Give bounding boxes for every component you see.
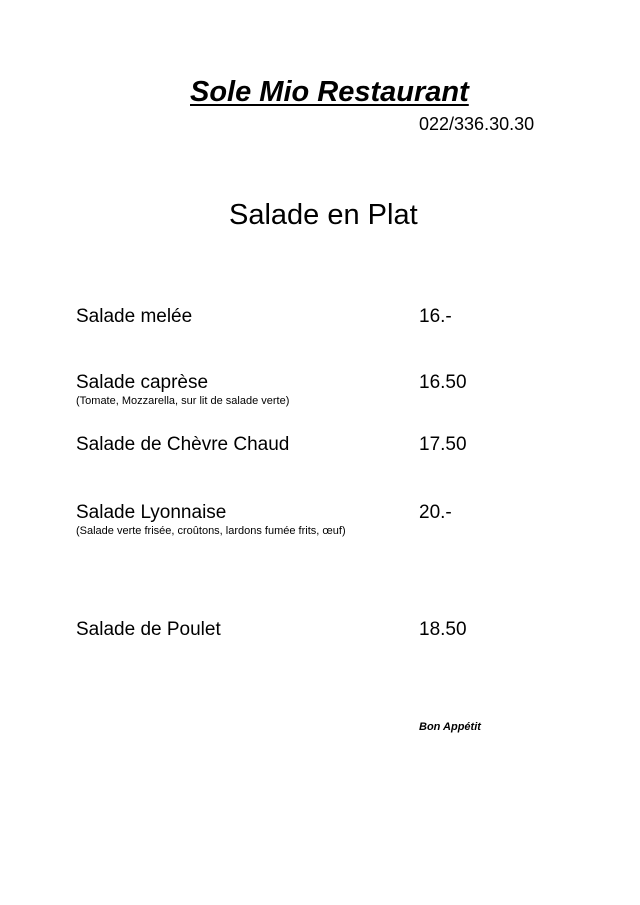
menu-item-price: 18.50 — [419, 619, 467, 640]
section-title: Salade en Plat — [229, 199, 418, 231]
restaurant-name: Sole Mio Restaurant — [190, 76, 469, 108]
menu-item-price: 17.50 — [419, 434, 467, 455]
menu-item-description: (Tomate, Mozzarella, sur lit de salade verte) — [76, 395, 290, 407]
menu-item-price: 16.50 — [419, 372, 467, 393]
menu-item-price: 16.- — [419, 306, 452, 327]
menu-item-name: Salade de Poulet — [76, 619, 221, 640]
closing-note: Bon Appétit — [419, 721, 481, 733]
menu-item-price: 20.- — [419, 502, 452, 523]
menu-item-name: Salade de Chèvre Chaud — [76, 434, 290, 455]
menu-item-name: Salade caprèse — [76, 372, 209, 393]
menu-item-description: (Salade verte frisée, croûtons, lardons fumée frits, œuf) — [76, 525, 346, 537]
menu-item-name: Salade Lyonnaise — [76, 502, 227, 523]
phone-number: 022/336.30.30 — [419, 114, 535, 134]
menu-item-name: Salade melée — [76, 306, 193, 327]
